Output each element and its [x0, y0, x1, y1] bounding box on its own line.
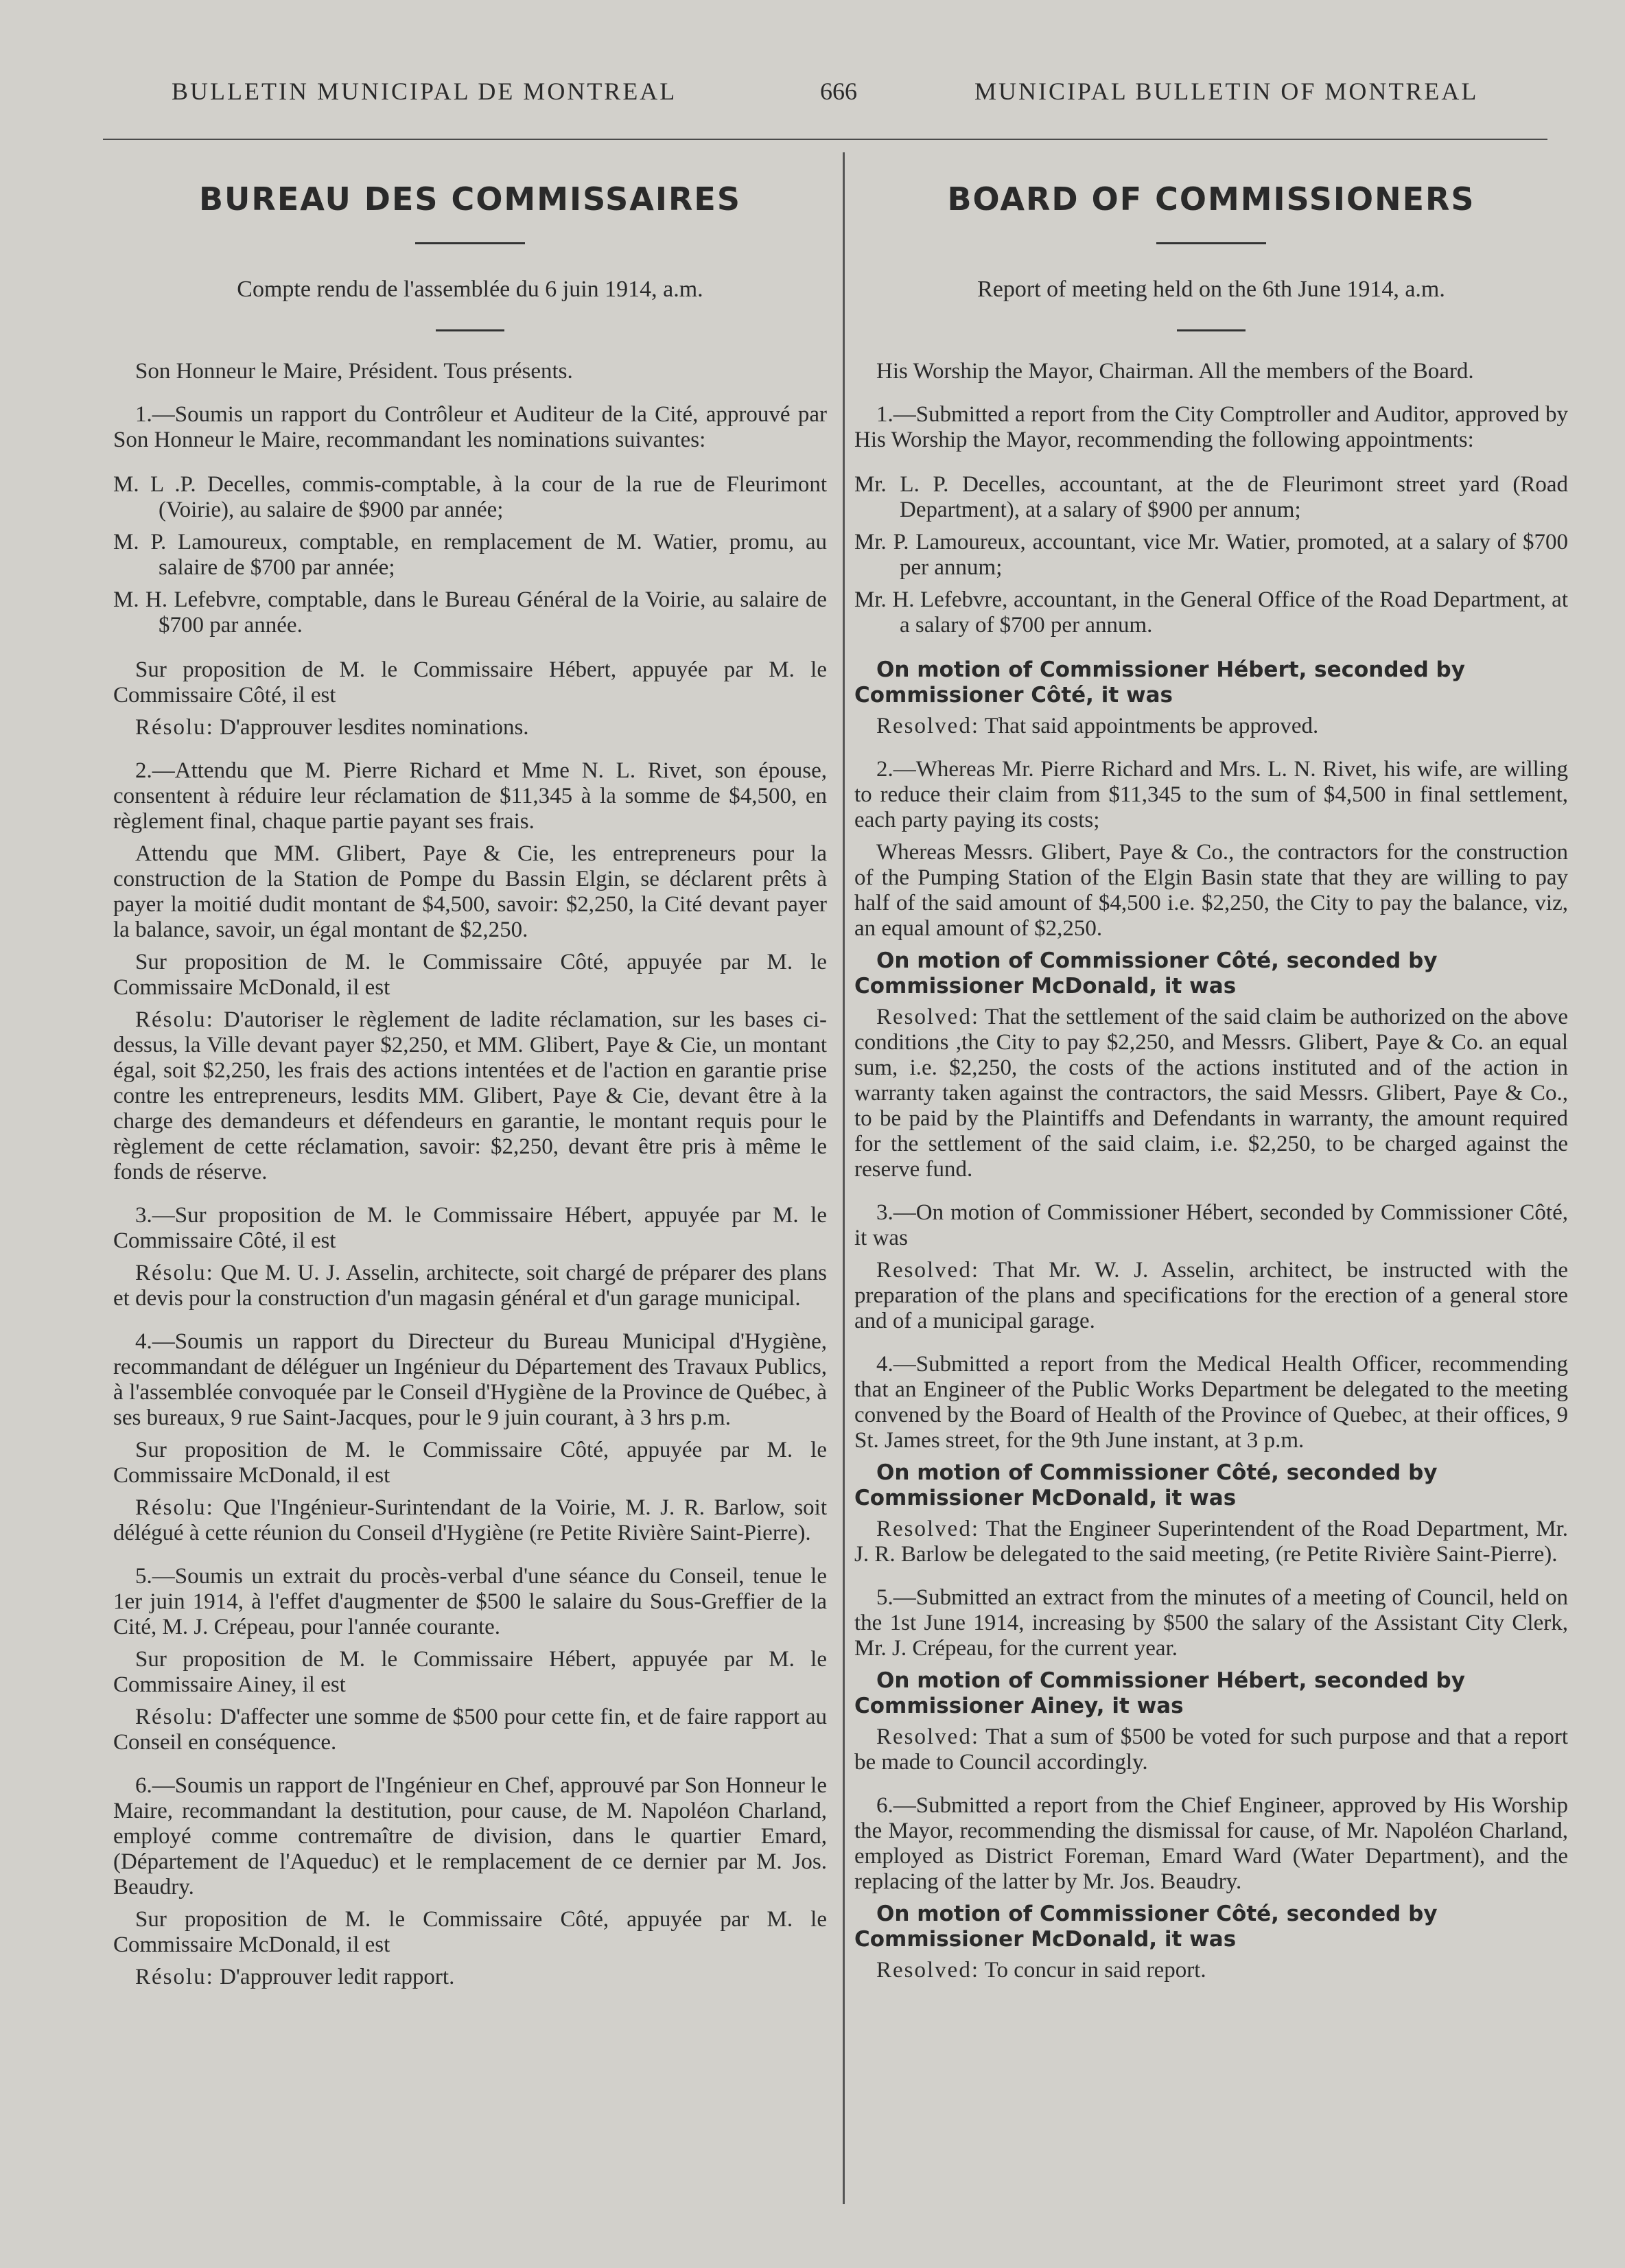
title-divider — [415, 242, 525, 244]
title-divider — [1156, 242, 1266, 244]
french-item-6: 6.—Soumis un rapport de l'Ingénieur en Chef, approuvé par Son Honneur le Maire, recommandant la destitution, pour cause, de M. Napoléon Charland, employé comme contremaître de division, dans le quartier Emard, (Département de l'Aqueduc) et le remplacement de ce dernier par M. Jos. Beaudry. — [113, 1773, 827, 1899]
english-resolution-3 — [854, 1258, 1568, 1334]
french-nomination-2: M. P. Lamoureux, comptable, en remplacement de M. Watier, promu, au salaire de $700 par année; — [113, 530, 827, 580]
french-item-2b: Attendu que MM. Glibert, Paye & Cie, les entrepreneurs pour la construction de la Station de Pompe du Bassin Elgin, se déclarent prêts à payer la moitié dudit montant de $4,500, savoir: $2,250, la Cité devant payer la balance, savoir, un égal montant de $2,250. — [113, 841, 827, 942]
resolution-label: Resolved: — [876, 1958, 979, 1983]
spacer — [113, 645, 827, 657]
french-item-1: 1.—Soumis un rapport du Contrôleur et Auditeur de la Cité, approuvé par Son Honneur le Maire, recommandant les nominations suivantes: — [113, 402, 827, 452]
french-motion-6: Sur proposition de M. le Commissaire Côté, appuyée par M. le Commissaire McDonald, il est — [113, 1907, 827, 1957]
french-title: BUREAU DES COMMISSAIRES — [199, 180, 741, 218]
english-appointment-2: Mr. P. Lamoureux, accountant, vice Mr. Watier, promoted, at a salary of $700 per annum; — [854, 530, 1568, 580]
english-item-2b: Whereas Messrs. Glibert, Paye & Co., the contractors for the construction of the Pumping Station of the Elgin Basin state that they are willing to pay half of the said amount of $4,500 i.e. $2,250, the City to pay the balance, viz, an equal amount of $2,250. — [854, 840, 1568, 941]
resolution-label: Resolved: — [876, 1725, 979, 1749]
english-column — [854, 175, 1568, 2001]
french-motion-2: Sur proposition de M. le Commissaire Côté, appuyée par M. le Commissaire McDonald, il est — [113, 950, 827, 1000]
resolution-text: That the settlement of the said claim be authorized on the above conditions ,the City to pay $2,250, and Messrs. Glibert, Paye & Co. an equal sum, i.e. $2,250, the costs of the actions instituted and of the action in warranty taken against the contractors, the said Messrs. Glibert, Paye & Co., to be paid by the Plaintiffs and Defendants in warranty, the amount required for the settlement of the said claim, i.e. $2,250, to be charged against the reserve fund. — [854, 1005, 1569, 1182]
resolution-text: Que M. U. J. Asselin, architecte, soit chargé de préparer des plans et devis pour la construction d'un magasin général et d'un garage municipal. — [113, 1261, 828, 1311]
page-header — [103, 77, 1547, 118]
french-item-5: 5.—Soumis un extrait du procès-verbal d'une séance du Conseil, tenue le 1er juin 1914, à l'effet d'augmenter de $500 le salaire du Sous-Greffier de la Cité, M. J. Crépeau, pour l'année courante. — [113, 1564, 827, 1639]
spacer — [854, 460, 1568, 472]
french-nomination-3: M. H. Lefebvre, comptable, dans le Bureau Général de la Voirie, au salaire de $700 par année. — [113, 587, 827, 638]
page-number: 666 — [820, 78, 857, 105]
spacer — [854, 645, 1568, 657]
resolution-text: That the Engineer Superintendent of the Road Department, Mr. J. R. Barlow be delegated to the said meeting, (re Petite Rivière Saint-Pierre). — [854, 1517, 1568, 1567]
french-item-2a: 2.—Attendu que M. Pierre Richard et Mme N. L. Rivet, son épouse, consentent à réduire leur réclamation de $11,345 à la somme de $4,500, en règlement final, chaque partie payant ses frais. — [113, 758, 827, 834]
resolution-text: To concur in said report. — [984, 1958, 1206, 1983]
french-motion-4: Sur proposition de M. le Commissaire Côté, appuyée par M. le Commissaire McDonald, il est — [113, 1438, 827, 1488]
french-resolution-5 — [113, 1705, 827, 1755]
english-motion-5: On motion of Commissioner Hébert, seconded by Commissioner Ainey, it was — [854, 1668, 1465, 1718]
english-title: BOARD OF COMMISSIONERS — [947, 180, 1475, 218]
resolution-text: Que l'Ingénieur-Surintendant de la Voirie, M. J. R. Barlow, soit délégué à cette réunion du Conseil d'Hygiène (re Petite Rivière Saint-Pierre). — [113, 1495, 827, 1545]
resolution-text: D'approuver lesdites nominations. — [220, 715, 529, 740]
subtitle-divider — [436, 329, 504, 331]
english-subtitle: Report of meeting held on the 6th June 1914, a.m. — [977, 277, 1445, 302]
english-appointment-1: Mr. L. P. Decelles, accountant, at the de Fleurimont street yard (Road Department), at a salary of $900 per annum; — [854, 472, 1568, 522]
resolution-text: That a sum of $500 be voted for such purpose and that a report be made to Council accordingly. — [854, 1725, 1568, 1775]
english-motion-4: On motion of Commissioner Côté, seconded by Commissioner McDonald, it was — [854, 1460, 1438, 1510]
english-item-5: 5.—Submitted an extract from the minutes of a meeting of Council, held on the 1st June 1914, increasing by $500 the salary of the Assistant City Clerk, Mr. J. Crépeau, for the current year. — [854, 1585, 1568, 1661]
english-item-4: 4.—Submitted a report from the Medical Health Officer, recommending that an Engineer of the Public Works Department be delegated to the meeting convened by the Board of Health of the Province of Quebec, at their offices, 9 St. James street, for the 9th June instant, at 3 p.m. — [854, 1352, 1568, 1453]
english-item-1: 1.—Submitted a report from the City Comptroller and Auditor, approved by His Worship the Mayor, recommending the following appointments: — [854, 402, 1568, 452]
resolution-label: Resolved: — [876, 1005, 979, 1029]
french-subtitle: Compte rendu de l'assemblée du 6 juin 1914, a.m. — [237, 277, 703, 302]
header-divider — [103, 139, 1547, 140]
english-resolution-1 — [854, 714, 1568, 739]
resolution-label: Résolu: — [135, 1965, 214, 1989]
resolution-label: Resolved: — [876, 1517, 979, 1541]
english-item-2a: 2.—Whereas Mr. Pierre Richard and Mrs. L. N. Rivet, his wife, are willing to reduce their claim from $11,345 to the sum of $4,500 in final settlement, each party paying its costs; — [854, 757, 1568, 832]
resolution-label: Résolu: — [135, 1705, 214, 1729]
spacer — [113, 460, 827, 472]
english-motion-2: On motion of Commissioner Côté, seconded by Commissioner McDonald, it was — [854, 948, 1438, 998]
english-appointment-3: Mr. H. Lefebvre, accountant, in the General Office of the Road Department, at a salary of $700 per annum. — [854, 587, 1568, 638]
resolution-text: That Mr. W. J. Asselin, architect, be instructed with the preparation of the plans and specifications for the erection of a general store and of a municipal garage. — [854, 1258, 1569, 1333]
header-french-title: BULLETIN MUNICIPAL DE MONTREAL — [172, 78, 677, 105]
french-resolution-2 — [113, 1007, 827, 1185]
header-english-title: MUNICIPAL BULLETIN OF MONTREAL — [974, 78, 1479, 105]
french-resolution-3 — [113, 1261, 827, 1311]
english-item-6: 6.—Submitted a report from the Chief Engineer, approved by His Worship the Mayor, recommending the dismissal for cause, of Mr. Napoléon Charland, employed as District Foreman, Emard Ward (Water Department), and the replacing of the latter by Mr. Jos. Beaudry. — [854, 1793, 1568, 1894]
resolution-label: Résolu: — [135, 715, 214, 740]
french-item-3: 3.—Sur proposition de M. le Commissaire Hébert, appuyée par M. le Commissaire Côté, il est — [113, 1203, 827, 1253]
english-motion-1: On motion of Commissioner Hébert, seconded by Commissioner Côté, it was — [854, 657, 1465, 708]
resolution-text: D'affecter une somme de $500 pour cette fin, et de faire rapport au Conseil en conséquence. — [113, 1705, 828, 1755]
french-column — [113, 175, 827, 2008]
english-resolution-2 — [854, 1005, 1568, 1182]
english-intro: His Worship the Mayor, Chairman. All the members of the Board. — [876, 359, 1474, 384]
french-intro: Son Honneur le Maire, Président. Tous présents. — [135, 359, 573, 384]
resolution-label: Résolu: — [135, 1007, 214, 1032]
resolution-label: Résolu: — [135, 1261, 214, 1285]
french-nomination-1: M. L .P. Decelles, commis-comptable, à la cour de la rue de Fleurimont (Voirie), au salaire de $900 par année; — [113, 472, 827, 522]
column-divider — [843, 152, 845, 2204]
english-motion-6: On motion of Commissioner Côté, seconded by Commissioner McDonald, it was — [854, 1902, 1438, 1952]
english-resolution-4 — [854, 1517, 1568, 1567]
resolution-text: That said appointments be approved. — [984, 714, 1319, 738]
english-item-3: 3.—On motion of Commissioner Hébert, seconded by Commissioner Côté, it was — [854, 1200, 1568, 1250]
resolution-label: Resolved: — [876, 1258, 979, 1283]
french-motion-1: Sur proposition de M. le Commissaire Hébert, appuyée par M. le Commissaire Côté, il est — [113, 657, 827, 708]
french-resolution-1 — [113, 715, 827, 740]
french-motion-5: Sur proposition de M. le Commissaire Hébert, appuyée par M. le Commissaire Ainey, il est — [113, 1647, 827, 1697]
subtitle-divider — [1177, 329, 1246, 331]
resolution-label: Résolu: — [135, 1495, 214, 1520]
english-resolution-6 — [854, 1958, 1568, 1983]
french-resolution-4 — [113, 1495, 827, 1546]
resolution-text: D'approuver ledit rapport. — [220, 1965, 455, 1989]
resolution-text: D'autoriser le règlement de ladite réclamation, sur les bases ci-dessus, la Ville devant payer $2,250, et MM. Glibert, Paye & Cie, un montant égal, soit $2,250, les frais des actions intentées et de l'action en garantie prise contre les entrepreneurs, lesdits MM. Glibert, Paye & Cie, devant être à la charge des demandeurs et défendeurs en garantie, le montant requis pour le règlement de cette réclamation, savoir: $2,250, devant être pris à même le fonds de réserve. — [113, 1007, 827, 1184]
resolution-label: Resolved: — [876, 714, 979, 738]
english-resolution-5 — [854, 1725, 1568, 1775]
french-resolution-6 — [113, 1965, 827, 1990]
french-item-4: 4.—Soumis un rapport du Directeur du Bureau Municipal d'Hygiène, recommandant de déléguer un Ingénieur du Département des Travaux Publics, à l'assemblée convoquée par le Conseil d'Hygiène de la Province de Québec, à ses bureaux, 9 rue Saint-Jacques, pour le 9 juin courant, à 3 hrs p.m. — [113, 1329, 827, 1430]
